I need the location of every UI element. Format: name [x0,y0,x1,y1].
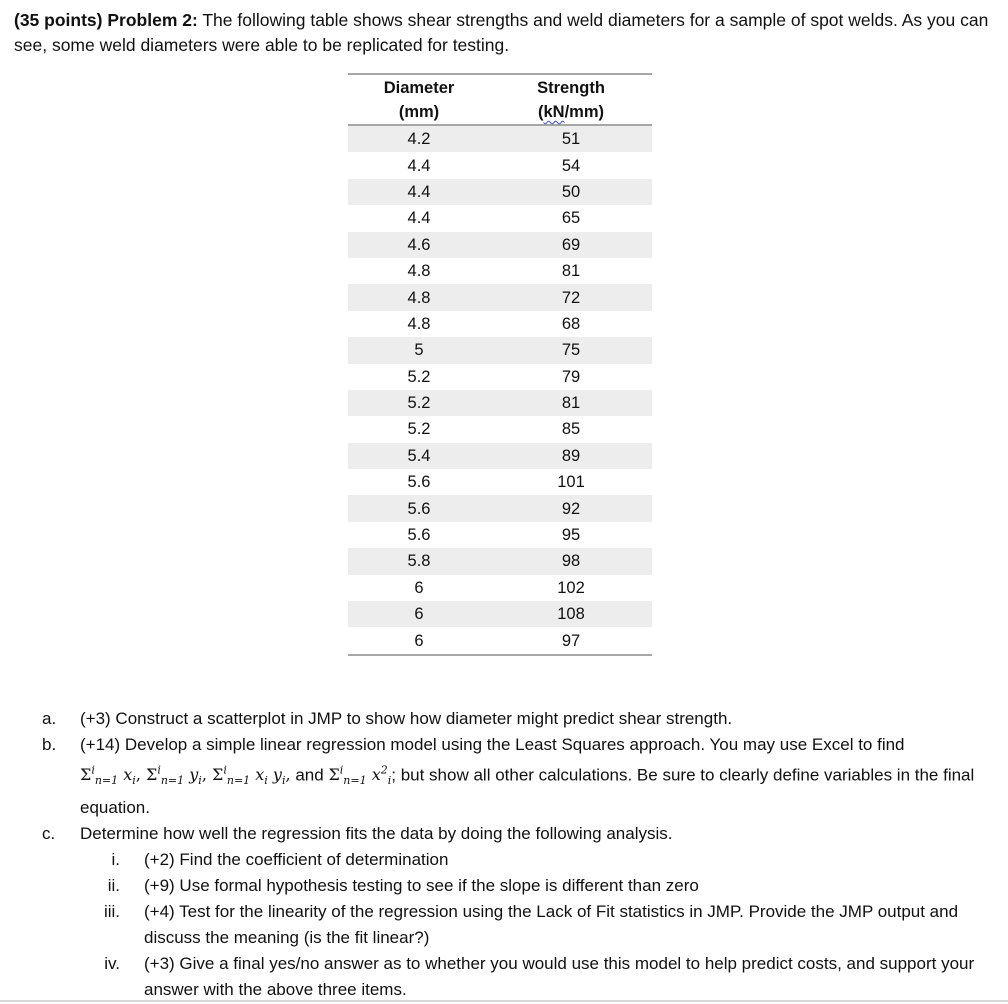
strength-cell: 50 [490,179,652,205]
weld-data-table [348,73,652,656]
strength-cell: 68 [561,314,581,333]
question-c-item-ii: ii. (+9) Use formal hypothesis testing to see if the slope is different than zero [107,875,699,895]
strength-cell: 69 [490,232,652,258]
strength-cell: 95 [561,526,581,545]
table-row [348,125,652,152]
problem-header [14,8,994,58]
diameter-cell: 5.6 [407,473,431,492]
table-row [348,443,652,469]
question-c: c. Determine how well the regression fits the data by doing the following analysis. [42,823,673,843]
strength-cell: 79 [561,367,581,386]
strength-cell: 65 [561,209,581,228]
question-c-text: Determine how well the regression fits the data by doing the following analysis. [80,823,673,843]
problem-description: The following table shows shear strengths and weld diameters for a sample of spot welds. As you can see, some weld diameters were able to be replicated for testing. [14,10,989,55]
table-row [348,337,652,363]
table-row [348,575,652,601]
bottom-divider [0,1000,1008,1002]
diameter-cell: 5.8 [348,548,490,574]
strength-cell: 81 [561,262,581,281]
questions-list [0,706,1008,1003]
diameter-cell: 4.8 [407,262,431,281]
strength-cell: 97 [490,627,652,654]
strength-cell: 102 [557,578,585,597]
strength-cell: 85 [561,420,581,439]
weld-table-container [348,73,652,656]
diameter-cell: 4.8 [407,314,431,333]
table-row [348,522,652,548]
diameter-cell: 5.2 [407,367,431,386]
strength-column-header: Strength (kN/mm) [490,74,652,125]
spellcheck-underline: kN [543,103,565,121]
table-row [348,311,652,337]
question-a: a. (+3) Construct a scatterplot in JMP to show how diameter might predict shear strength. [42,709,733,728]
table-row [348,364,652,390]
strength-cell: 81 [490,390,652,416]
diameter-cell: 5.2 [407,420,431,439]
diameter-cell: 5.6 [407,526,431,545]
question-c-item-iii: iii. (+4) Test for the linearity of the regression using the Lack of Fit statistics in JMP. Provide the JMP output and discuss the meaning (is the fit linear?) [103,901,959,947]
question-a-text: (+3) Construct a scatterplot in JMP to show how diameter might predict shear strength. [80,709,733,728]
diameter-cell: 4.4 [407,209,431,228]
strength-cell: 101 [557,473,585,492]
diameter-cell: 6 [414,578,424,597]
table-row [348,390,652,416]
strength-cell: 51 [490,125,652,152]
diameter-cell: 4.6 [348,232,490,258]
table-row [348,627,652,654]
diameter-cell: 4.8 [348,284,490,310]
strength-cell: 92 [490,495,652,521]
table-row [348,179,652,205]
strength-cell: 89 [490,443,652,469]
table-row [348,258,652,284]
diameter-column-header: Diameter (mm) [348,74,490,125]
table-row [348,601,652,627]
question-b-text: (+14) Develop a simple linear regression model using the Least Squares approach. You may use Excel to find [80,735,905,754]
question-c-item-i: i. (+2) Find the coefficient of determination [111,849,449,869]
problem-label: Problem 2: [107,10,198,30]
table-row [348,232,652,258]
table-row [348,205,652,231]
sum-formulas: $\Sigma^i_{n=1}$ $x_i$, $\Sigma^i_{n=1}$ $y_i$, $\Sigma^i_{n=1}$ $x_i$ $y_i$, [80,764,291,788]
diameter-cell: 6 [348,627,490,654]
table-row [348,469,652,495]
question-c-item-iv: iv. (+3) Give a final yes/no answer as to whether you would use this model to help predict costs, and support your answer with the above three items. [104,953,975,999]
diameter-cell: 5.6 [348,495,490,521]
diameter-cell: 6 [348,601,490,627]
diameter-cell: 5 [348,337,490,363]
diameter-cell: 4.4 [407,156,431,175]
table-body [348,125,652,655]
strength-cell: 75 [490,337,652,363]
table-row [348,548,652,574]
strength-cell: 72 [490,284,652,310]
table-row [348,495,652,521]
question-b-text-cont: ; but show all other calculations. Be sure to clearly define variables in the final equation. [80,765,975,817]
diameter-cell: 5.2 [348,390,490,416]
table-header-row [348,74,652,125]
diameter-cell: 4.2 [348,125,490,152]
question-b: b. (+14) Develop a simple linear regression model using the Least Squares approach. You may use Excel to find $\Sigma^i_{n=1}$ $x_i$, $\Sigma^i_{n=1}$ $y_i$, $\Sigma^i_{n=1}$ $x_i$ $y_i$, and $\Sigma^i_{n=1}$ $x^2_i$; but show all other calculations. Be sure to clearly define variables in the final equation. [42,735,975,817]
strength-cell: 54 [561,156,581,175]
strength-cell: 98 [490,548,652,574]
table-row [348,416,652,442]
diameter-cell: 5.4 [348,443,490,469]
strength-cell: 108 [490,601,652,627]
diameter-cell: 4.4 [348,179,490,205]
table-row [348,284,652,310]
points-label: (35 points) [14,10,103,30]
table-row [348,152,652,178]
